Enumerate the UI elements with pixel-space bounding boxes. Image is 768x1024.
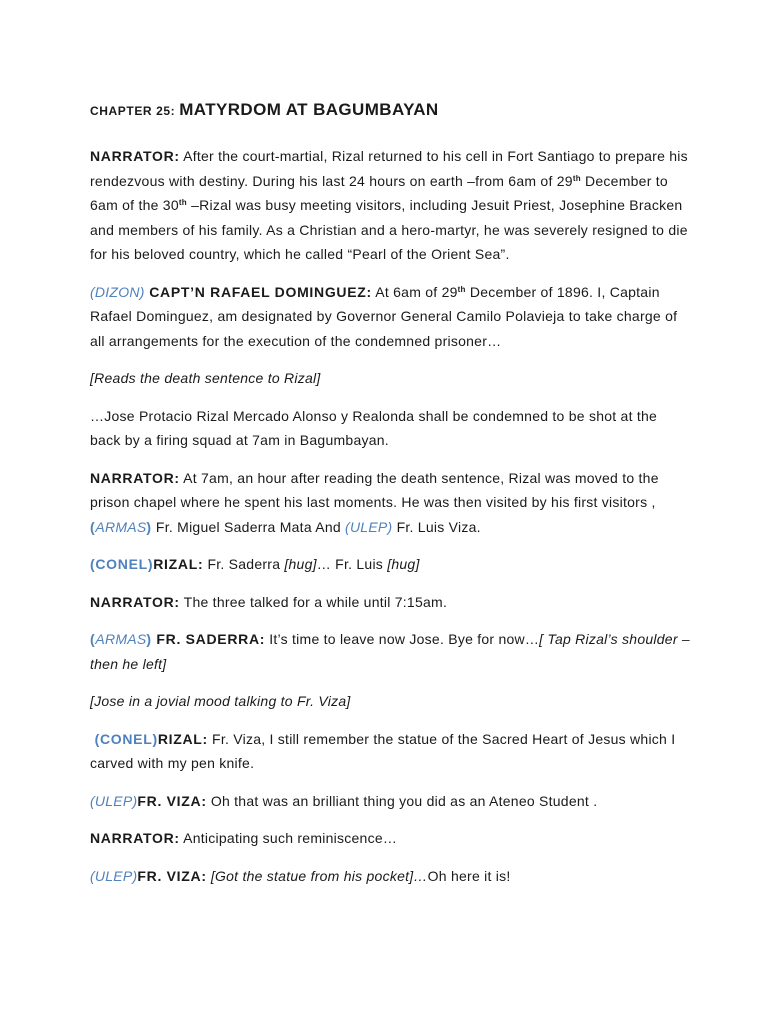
chapter-heading <box>90 98 690 123</box>
actor-name: (CONEL) <box>90 556 154 572</box>
dialogue-text: The three talked for a while until 7:15am. <box>179 593 448 610</box>
dialogue-text: December of 1896. I, Captain Rafael Dominguez, am designated by Governor General Camilo Polavieja to take charge of all arrangements for the execution of the condemned prisoner… <box>90 283 678 349</box>
speaker-label: FR. VIZA: <box>137 792 207 809</box>
speaker-label: FR. SADERRA: <box>151 631 266 647</box>
stage-direction <box>90 366 690 391</box>
viza-paragraph <box>90 789 690 814</box>
ordinal-suffix: th <box>178 198 187 207</box>
dialogue-text: –Rizal was busy meeting visitors, including Jesuit Priest, Josephine Bracken and members of his family. As a Christian and a hero-martyr, he was severely resigned to die for his beloved country, which he called “Pearl of the Orient Sea”. <box>90 197 688 262</box>
speaker-label: CAPT’N RAFAEL DOMINGUEZ: <box>144 283 372 300</box>
speaker-label: NARRATOR: <box>90 469 180 486</box>
dialogue-text: Fr. Saderra <box>203 556 285 572</box>
actor-name: (DIZON) <box>90 283 145 300</box>
actor-name: (ULEP) <box>345 518 393 535</box>
speaker-label: RIZAL: <box>153 556 204 572</box>
speaker-label: RIZAL: <box>157 730 208 747</box>
dialogue-text: December to 6am of the 30 <box>90 172 668 213</box>
dialogue-text: After the court-martial, Rizal returned to his cell in Fort Santiago to prepare his rendezvous with destiny. During his last 24 hours on earth –from 6am of 29 <box>90 148 688 189</box>
actor-paren: ( <box>90 631 96 647</box>
chapter-title: MATYRDOM AT BAGUMBAYAN <box>179 100 439 119</box>
rizal-paragraph <box>90 727 690 776</box>
actor-name: (ULEP) <box>90 792 138 809</box>
dialogue-text: Anticipating such reminiscence… <box>179 830 398 846</box>
dialogue-text: Oh that was an brilliant thing you did as an Ateneo Student . <box>206 792 598 809</box>
dialogue-text: Fr. Viza, I still remember the statue of the Sacred Heart of Jesus which I carved with my pen knife. <box>90 730 676 771</box>
narrator-paragraph <box>90 826 690 851</box>
dialogue-text: Fr. Miguel Saderra Mata And <box>151 518 346 535</box>
stage-direction-text: [ Tap Rizal’s shoulder –then he left] <box>90 631 690 672</box>
speaker-label: NARRATOR: <box>90 593 180 610</box>
stage-direction-text: [hug] <box>387 556 420 572</box>
saderra-paragraph <box>90 627 690 676</box>
sentence-paragraph <box>90 404 690 453</box>
narrator-paragraph <box>90 590 690 615</box>
dialogue-text: At 7am, an hour after reading the death sentence, Rizal was moved to the prison chapel where he spent his last moments. He was then visited by his first visitors , <box>90 469 659 510</box>
actor-paren: ( <box>90 518 96 535</box>
dialogue-text: … Fr. Luis <box>316 556 388 572</box>
actor-name: ARMAS <box>95 631 147 647</box>
speaker-label: NARRATOR: <box>90 830 180 846</box>
actor-paren: ) <box>146 518 152 535</box>
ordinal-suffix: th <box>572 173 581 183</box>
stage-direction <box>90 689 690 714</box>
dialogue-text: Oh here it is! <box>427 867 511 884</box>
stage-direction-text: [Jose in a jovial mood talking to Fr. Viza] <box>90 693 351 709</box>
dialogue-text: It’s time to leave now Jose. Bye for now… <box>265 631 540 647</box>
script-page <box>90 98 690 901</box>
dominguez-paragraph <box>90 280 690 354</box>
dialogue-text: At 6am of 29 <box>371 283 458 300</box>
actor-name: (ULEP) <box>90 867 138 884</box>
chapter-label: CHAPTER 25: <box>90 104 180 118</box>
dialogue-text: …Jose Protacio Rizal Mercado Alonso y Realonda shall be condemned to be shot at the back by a firing squad at 7am in Bagumbayan. <box>90 407 658 448</box>
speaker-label: NARRATOR: <box>90 148 180 164</box>
narrator-paragraph <box>90 144 690 267</box>
actor-name: (CONEL) <box>90 730 158 747</box>
stage-direction-text: [Reads the death sentence to Rizal] <box>90 370 321 386</box>
actor-paren: ) <box>146 631 152 647</box>
ordinal-suffix: th <box>457 284 466 294</box>
viza-paragraph <box>90 864 690 889</box>
narrator-paragraph <box>90 466 690 540</box>
speaker-label: FR. VIZA: <box>137 867 207 884</box>
stage-direction-text: [hug] <box>284 556 317 572</box>
dialogue-text: Fr. Luis Viza. <box>392 518 481 535</box>
rizal-paragraph <box>90 552 690 577</box>
stage-direction-text: [Got the statue from his pocket]… <box>206 867 428 884</box>
actor-name: ARMAS <box>95 518 147 535</box>
